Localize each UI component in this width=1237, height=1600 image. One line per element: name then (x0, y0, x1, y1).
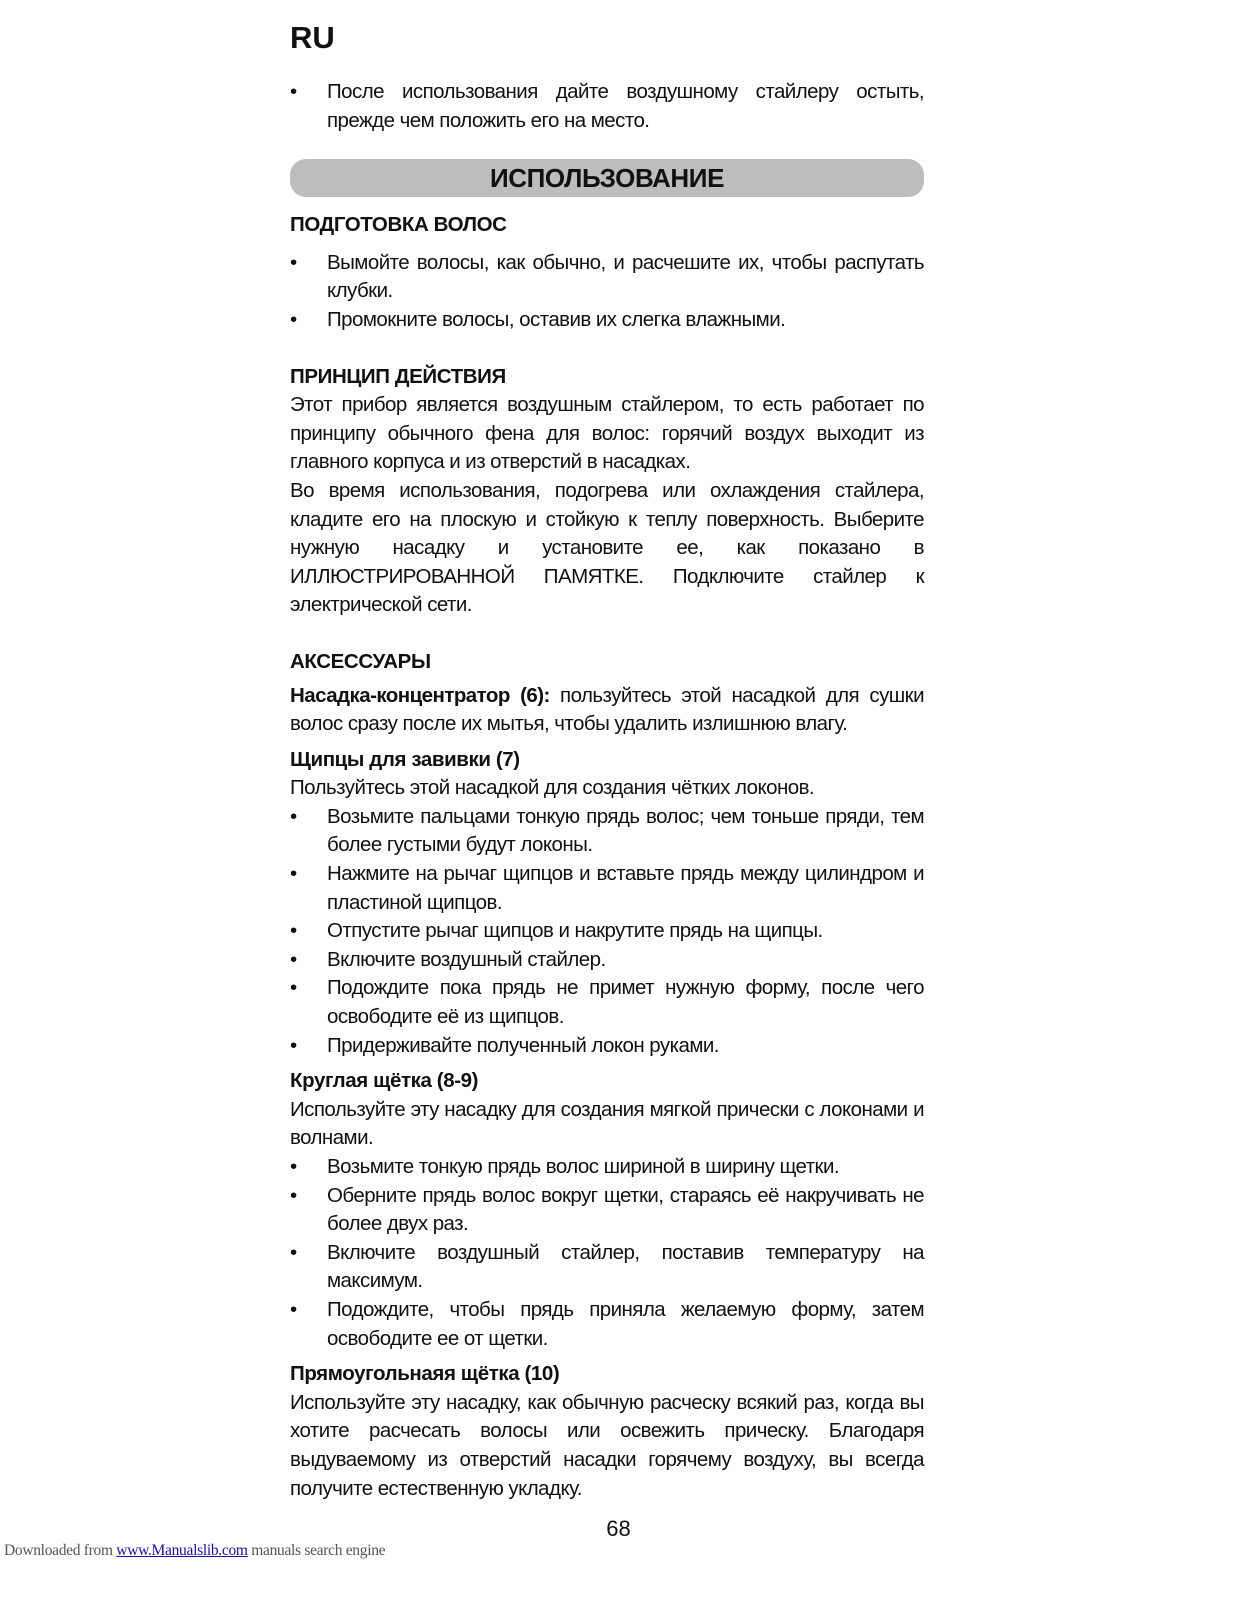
principle-heading: ПРИНЦИП ДЕЙСТВИЯ (290, 364, 506, 388)
bullet-icon: • (290, 947, 297, 971)
principle-paragraph-1: Этот прибор является воздушным стайлером, то есть работает по принципу обычного фена для волос: горячий воздух выходит из главного корпуса и из отверстий в насадках. (290, 393, 924, 474)
list-item-text: Нажмите на рычаг щипцов и вставьте прядь между цилиндром и пластиной щипцов. (327, 862, 924, 914)
list-item (290, 974, 924, 1031)
page-content (290, 78, 924, 1503)
bullet-icon: • (290, 1155, 297, 1178)
footer-suffix: manuals search engine (247, 1542, 386, 1559)
bullet-icon: • (290, 1240, 297, 1264)
intro-bullet-text: После использования дайте воздушному стайлеру остыть, прежде чем положить его на место. (327, 80, 924, 132)
list-item-text: Вымойте волосы, как обычно, и расчешите их, чтобы распутать клубки. (327, 250, 924, 303)
download-footer (4, 1542, 385, 1560)
bullet-icon: • (290, 1183, 297, 1207)
intro-bullet (290, 78, 924, 135)
list-item (290, 946, 924, 975)
bullet-icon: • (290, 307, 297, 331)
list-item (290, 1239, 924, 1296)
list-item-text: Подождите, чтобы прядь приняла желаемую форму, затем освободите ее от щетки. (327, 1297, 924, 1350)
rect-brush-heading: Прямоугольнаяя щётка (10) (290, 1362, 560, 1386)
list-item-text: Подождите пока прядь не примет нужную форму, после чего освободите её из щипцов. (327, 976, 924, 1029)
concentrator-text: пользуйтесь этой насадкой для сушки волос сразу после их мытья, чтобы удалить излишнюю влагу. (290, 683, 924, 736)
list-item-text: Включите воздушный стайлер. (327, 947, 606, 971)
list-item (290, 1296, 924, 1353)
bullet-icon: • (290, 1033, 297, 1057)
list-item (290, 1032, 924, 1061)
rect-brush-text: Используйте эту насадку, как обычную расческу всякий раз, когда вы хотите расчесать волосы или освежить прическу. Благодаря выдуваемому из отверстий насадки горячему воздуху, вы всегда получите естественную укладку. (290, 1390, 924, 1500)
list-item-text: Возьмите тонкую прядь волос шириной в ширину щетки. (327, 1155, 840, 1178)
tongs-heading: Щипцы для завивки (7) (290, 747, 520, 771)
list-item (290, 803, 924, 860)
prep-heading: ПОДГОТОВКА ВОЛОС (290, 213, 507, 237)
manualslib-link[interactable]: www.Manualslib.com (116, 1542, 248, 1559)
list-item (290, 917, 924, 946)
bullet-icon: • (290, 919, 297, 943)
footer-prefix: Downloaded from (4, 1542, 117, 1559)
list-item (290, 860, 924, 917)
list-item-text: Промокните волосы, оставив их слегка влажными. (327, 307, 786, 331)
bullet-icon: • (290, 862, 297, 886)
concentrator-paragraph (290, 682, 924, 739)
tongs-intro: Пользуйтесь этой насадкой для создания чётких локонов. (290, 776, 815, 800)
round-brush-intro: Используйте эту насадку для создания мягкой прически с локонами и волнами. (290, 1097, 924, 1150)
list-item (290, 1153, 924, 1182)
list-item-text: Отпустите рычаг щипцов и накрутите прядь на щипцы. (327, 919, 823, 943)
bullet-icon: • (290, 250, 297, 274)
list-item-text: Включите воздушный стайлер, поставив температуру на максимум. (327, 1240, 924, 1293)
bullet-icon: • (290, 80, 297, 103)
accessories-heading: АКСЕССУАРЫ (290, 649, 431, 673)
list-item-text: Возьмите пальцами тонкую прядь волос; чем тоньше пряди, тем более густыми будут локоны. (327, 804, 924, 857)
page-number: 68 (606, 1516, 631, 1541)
list-item (290, 1182, 924, 1239)
list-item (290, 249, 924, 306)
concentrator-label: Насадка-концентратор (6): (290, 683, 550, 707)
language-code: RU (290, 20, 335, 55)
bullet-icon: • (290, 976, 297, 1000)
list-item (290, 306, 924, 335)
bullet-icon: • (290, 1297, 297, 1321)
list-item-text: Придерживайте полученный локон руками. (327, 1033, 719, 1057)
round-brush-heading: Круглая щётка (8-9) (290, 1069, 479, 1093)
bullet-icon: • (290, 804, 297, 828)
list-item-text: Оберните прядь волос вокруг щетки, стараясь её накручивать не более двух раз. (327, 1183, 924, 1236)
principle-paragraph-2: Во время использования, подогрева или охлаждения стайлера, кладите его на плоскую и стойкую к теплу поверхность. Выберите нужную насадку и установите ее, как показано в ИЛЛЮСТРИРОВАННОЙ ПАМЯТКЕ. Подключите стайлер к электрической сети. (290, 478, 924, 617)
section-title-bar: ИСПОЛЬЗОВАНИЕ (290, 159, 924, 197)
